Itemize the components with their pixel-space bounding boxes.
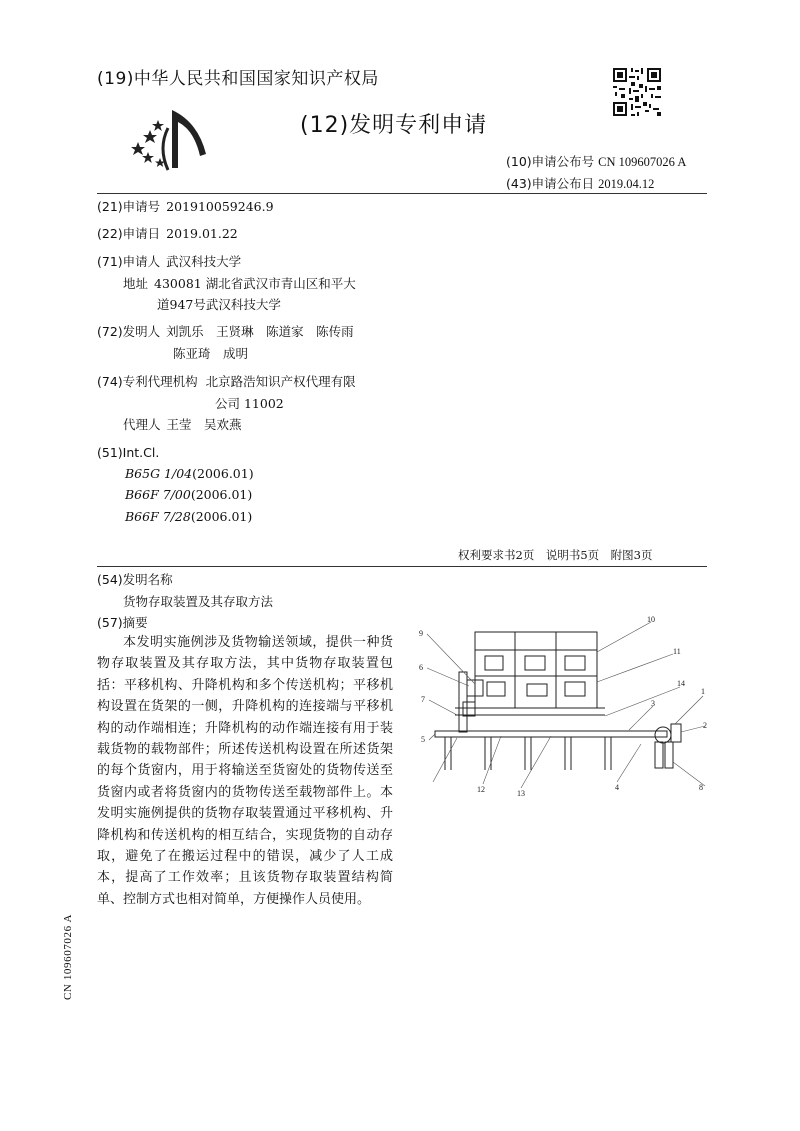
ref-label: 12 bbox=[477, 785, 485, 794]
cnipa-logo bbox=[128, 108, 208, 178]
application-date-value: 2019.01.22 bbox=[166, 226, 238, 241]
office-name: (19)中华人民共和国国家知识产权局 bbox=[97, 69, 379, 89]
ipc-version: (2006.01) bbox=[190, 487, 253, 502]
qr-code bbox=[611, 66, 663, 118]
figure-reference-numerals bbox=[419, 615, 707, 798]
representative-drawing bbox=[415, 612, 715, 802]
logo-stars bbox=[131, 120, 165, 167]
agency-label: (74)专利代理机构 bbox=[97, 374, 198, 389]
address-line1: 430081 湖北省武汉市青山区和平大 bbox=[154, 276, 356, 291]
invention-title: 货物存取装置及其存取方法 bbox=[123, 594, 274, 609]
ipc-code: B66F 7/28 bbox=[125, 509, 191, 524]
ref-label: 2 bbox=[703, 721, 707, 730]
agency bbox=[97, 371, 356, 392]
inventors-label: (72)发明人 bbox=[97, 324, 161, 339]
agent bbox=[123, 414, 242, 435]
publication-number-value: CN 109607026 A bbox=[598, 155, 687, 169]
address bbox=[123, 273, 356, 294]
ipc-version: (2006.01) bbox=[190, 509, 253, 524]
publication-date-value: 2019.04.12 bbox=[598, 177, 655, 191]
header-divider bbox=[97, 193, 707, 194]
ref-label: 5 bbox=[421, 735, 425, 744]
application-date bbox=[97, 223, 238, 244]
application-number-value: 201910059246.9 bbox=[166, 199, 274, 214]
applicant bbox=[97, 251, 241, 272]
inventors-line1: 刘凯乐 王贤琳 陈道家 陈传雨 bbox=[166, 324, 354, 339]
ref-label: 4 bbox=[615, 783, 619, 792]
ipc-version: (2006.01) bbox=[192, 466, 254, 481]
agency-line2: 公司 11002 bbox=[215, 396, 284, 411]
ref-label: 14 bbox=[677, 679, 685, 688]
ref-label: 6 bbox=[419, 663, 423, 672]
side-document-id: CN 109607026 A bbox=[62, 913, 74, 1000]
ref-label: 9 bbox=[419, 629, 423, 638]
ref-label: 13 bbox=[517, 789, 525, 798]
publication-date-label: (43)申请公布日 bbox=[506, 176, 595, 191]
pages-divider bbox=[97, 566, 707, 567]
ipc-entry bbox=[125, 484, 252, 505]
ipc-code: B66F 7/00 bbox=[125, 487, 191, 502]
applicant-value: 武汉科技大学 bbox=[166, 254, 242, 269]
address-label: 地址 bbox=[123, 276, 149, 291]
abstract-text: 本发明实施例涉及货物输送领域，提供一种货物存取装置及其存取方法，其中货物存取装置包括：平移机构、升降机构和多个传送机构；平移机构设置在货架的一侧，升降机构的连接端与平移机构的动作端相连；升降机构的动作端连接有用于装载货物的载物部件；所述传送机构设置在所述货架的每个货窗内，用于将输送至货窗处的货物传送至货窗内或者将货窗内的货物传送至载物部件上。本发明实施例提供的货物存取装置通过平移机构、升降机构和传送机构的相互结合，实现货物的自动存取，避免了在搬运过程中的错误，减少了人工成本，提高了工作效率；且该货物存取装置结构简单、控制方式也相对简单，方便操作人员使用。 bbox=[97, 635, 393, 907]
agent-value: 王莹 吴欢燕 bbox=[166, 417, 242, 432]
application-number-label: (21)申请号 bbox=[97, 199, 161, 214]
ipc-entry bbox=[125, 463, 254, 484]
int-cl-label: (51)Int.Cl. bbox=[97, 445, 160, 460]
inventors bbox=[97, 321, 354, 342]
ref-label: 11 bbox=[673, 647, 681, 656]
publication-date-row bbox=[506, 174, 654, 192]
publication-number-row bbox=[506, 152, 686, 170]
ipc-entry bbox=[125, 506, 252, 527]
translation-rail bbox=[435, 731, 667, 770]
address-line2: 道947号武汉科技大学 bbox=[157, 297, 281, 312]
application-date-label: (22)申请日 bbox=[97, 226, 161, 241]
publication-number-label: (10)申请公布号 bbox=[506, 154, 595, 169]
ref-label: 1 bbox=[701, 687, 705, 696]
lifting-mechanism bbox=[459, 672, 483, 732]
application-number bbox=[97, 196, 274, 217]
applicant-label: (71)申请人 bbox=[97, 254, 161, 269]
document-type-title: (12)发明专利申请 bbox=[300, 113, 488, 138]
ref-label: 3 bbox=[651, 699, 655, 708]
shelf-structure bbox=[455, 632, 605, 715]
ref-label: 10 bbox=[647, 615, 655, 624]
pages-info: 权利要求书2页 说明书5页 附图3页 bbox=[458, 548, 653, 562]
invention-title-label: (54)发明名称 bbox=[97, 572, 173, 587]
ipc-code: B65G 1/04 bbox=[125, 466, 193, 481]
ref-label: 8 bbox=[699, 783, 703, 792]
agent-label: 代理人 bbox=[123, 417, 161, 432]
agency-line1: 北京路浩知识产权代理有限 bbox=[205, 374, 356, 389]
inventors-line2: 陈亚琦 成明 bbox=[173, 346, 249, 361]
abstract-label: (57)摘要 bbox=[97, 615, 148, 630]
ref-label: 7 bbox=[421, 695, 425, 704]
